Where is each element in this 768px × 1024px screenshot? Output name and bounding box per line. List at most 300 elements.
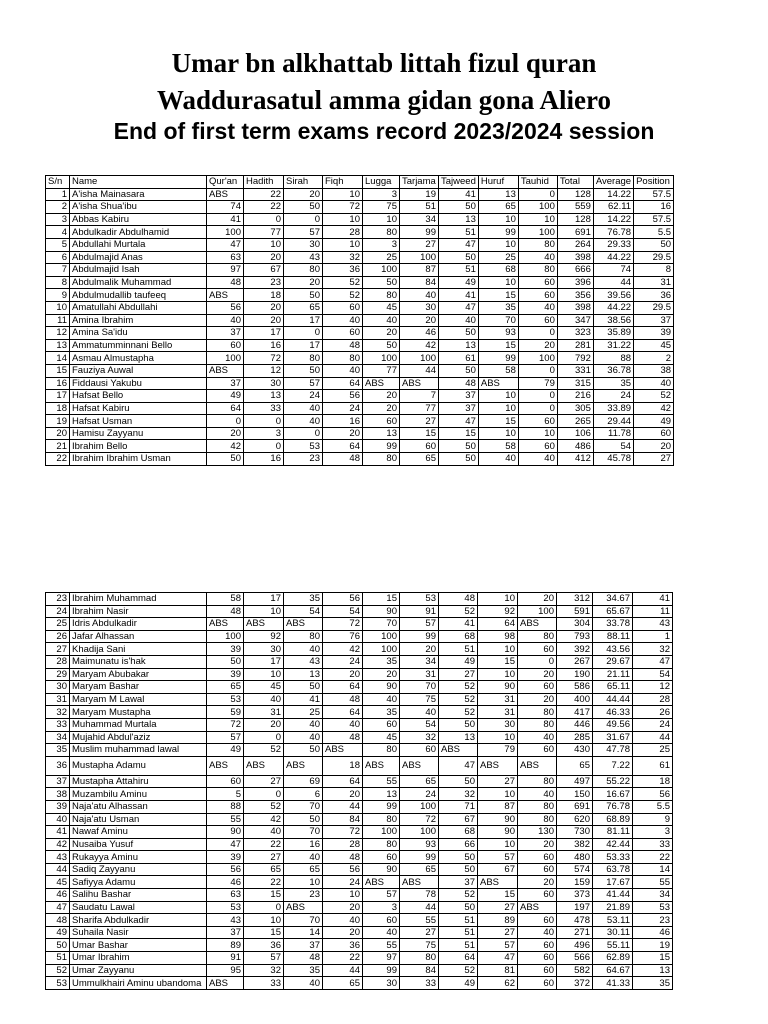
cell-total: 620: [557, 813, 593, 826]
cell-sirah: 50: [284, 681, 323, 694]
cell-sirah: ABS: [284, 756, 323, 775]
cell-hadith: ABS: [244, 618, 284, 631]
cell-lugga: 60: [363, 914, 400, 927]
cell-sn: 53: [46, 977, 70, 990]
cell-total: 271: [557, 926, 593, 939]
cell-name: Nawaf Aminu: [70, 826, 207, 839]
cell-position: 8: [634, 264, 674, 277]
cell-tarjama: 27: [400, 415, 439, 428]
cell-lugga: 13: [363, 427, 400, 440]
table-row: [46, 264, 674, 277]
cell-tauhid: 60: [518, 964, 557, 977]
cell-huruf: 98: [478, 630, 518, 643]
cell-position: 53: [633, 901, 673, 914]
cell-huruf: 99: [478, 226, 518, 239]
cell-tauhid: 60: [518, 744, 557, 757]
table-row: [46, 643, 673, 656]
cell-tauhid: ABS: [518, 901, 557, 914]
cell-tarjama: 72: [400, 813, 439, 826]
cell-tauhid: 100: [518, 201, 557, 214]
cell-lugga: 3: [363, 188, 400, 201]
cell-sn: 31: [46, 693, 70, 706]
cell-quran: 49: [207, 744, 244, 757]
table-row: [46, 276, 674, 289]
cell-position: 22: [633, 851, 673, 864]
cell-tauhid: 100: [518, 605, 557, 618]
cell-lugga: 35: [363, 706, 400, 719]
cell-hadith: 32: [244, 964, 284, 977]
cell-lugga: 70: [363, 618, 400, 631]
cell-tauhid: 60: [518, 977, 557, 990]
cell-sn: 2: [46, 201, 70, 214]
cell-total: 264: [557, 238, 593, 251]
table-row: [46, 427, 674, 440]
cell-sirah: 14: [284, 926, 323, 939]
cell-sirah: 43: [284, 251, 323, 264]
cell-sn: 44: [46, 863, 70, 876]
cell-total: 106: [557, 427, 593, 440]
table-row: [46, 914, 673, 927]
cell-sirah: ABS: [284, 618, 323, 631]
cell-huruf: 68: [478, 264, 518, 277]
cell-average: 35.89: [593, 327, 633, 340]
cell-average: 53.33: [593, 851, 633, 864]
cell-name: Maryam Abubakar: [70, 668, 207, 681]
column-header-fiqh: Fiqh: [323, 176, 363, 189]
cell-average: 47.78: [593, 744, 633, 757]
cell-sn: 19: [46, 415, 70, 428]
cell-sn: 27: [46, 643, 70, 656]
cell-average: 31.22: [593, 339, 633, 352]
cell-huruf: 47: [478, 952, 518, 965]
cell-huruf: 65: [478, 201, 518, 214]
table-row: [46, 876, 673, 889]
cell-sirah: 0: [284, 427, 323, 440]
cell-sirah: 48: [284, 952, 323, 965]
table-row: [46, 964, 673, 977]
cell-position: 16: [634, 201, 674, 214]
table-row: [46, 775, 673, 788]
cell-tajweed: 52: [439, 889, 478, 902]
cell-sirah: 53: [284, 440, 323, 453]
cell-hadith: 12: [244, 364, 284, 377]
cell-lugga: 15: [363, 593, 400, 606]
cell-huruf: 90: [478, 826, 518, 839]
cell-name: Fiddausi Yakubu: [70, 377, 207, 390]
cell-name: Hamisu Zayyanu: [70, 427, 207, 440]
cell-average: 33.78: [593, 618, 633, 631]
cell-name: Safiyya Adamu: [70, 876, 207, 889]
cell-tajweed: 51: [439, 914, 478, 927]
cell-average: 81.11: [593, 826, 633, 839]
cell-position: 28: [633, 693, 673, 706]
cell-hadith: 20: [244, 718, 284, 731]
cell-sn: 51: [46, 952, 70, 965]
cell-tajweed: 51: [439, 226, 479, 239]
cell-position: 1: [633, 630, 673, 643]
cell-quran: 42: [207, 440, 244, 453]
cell-position: 20: [634, 440, 674, 453]
cell-position: 5.5: [634, 226, 674, 239]
cell-sirah: 40: [284, 977, 323, 990]
cell-total: 412: [557, 453, 593, 466]
cell-tarjama: 24: [400, 788, 439, 801]
cell-tajweed: 61: [439, 352, 479, 365]
cell-tajweed: 48: [439, 377, 479, 390]
cell-total: 305: [557, 402, 593, 415]
cell-quran: 59: [207, 706, 244, 719]
cell-position: 12: [633, 681, 673, 694]
column-header-huruf: Huruf: [478, 176, 518, 189]
cell-hadith: 17: [244, 655, 284, 668]
cell-position: 44: [633, 731, 673, 744]
cell-hadith: 52: [244, 800, 284, 813]
cell-name: Salihu Bashar: [70, 889, 207, 902]
cell-fiqh: 84: [323, 813, 363, 826]
cell-tauhid: 80: [518, 238, 557, 251]
cell-quran: 40: [207, 314, 244, 327]
cell-tajweed: 51: [439, 643, 478, 656]
cell-lugga: ABS: [363, 876, 400, 889]
table-row: [46, 756, 673, 775]
cell-sn: 28: [46, 655, 70, 668]
cell-tajweed: 32: [439, 788, 478, 801]
cell-sirah: 69: [284, 775, 323, 788]
cell-huruf: 90: [478, 681, 518, 694]
cell-huruf: 13: [478, 188, 518, 201]
cell-sn: 40: [46, 813, 70, 826]
cell-average: 88.11: [593, 630, 633, 643]
cell-hadith: 72: [244, 352, 284, 365]
cell-sirah: 6: [284, 788, 323, 801]
cell-hadith: 10: [244, 668, 284, 681]
cell-sirah: 43: [284, 655, 323, 668]
cell-lugga: 100: [363, 352, 400, 365]
cell-lugga: 57: [363, 889, 400, 902]
cell-tauhid: 0: [518, 188, 557, 201]
cell-total: 128: [557, 188, 593, 201]
cell-tajweed: 49: [439, 276, 479, 289]
cell-tarjama: 55: [400, 914, 439, 927]
cell-average: 55.22: [593, 775, 633, 788]
cell-total: 398: [557, 301, 593, 314]
cell-average: 43.56: [593, 643, 633, 656]
table-row: [46, 251, 674, 264]
cell-hadith: 67: [244, 264, 284, 277]
cell-lugga: 20: [363, 402, 400, 415]
cell-quran: ABS: [207, 618, 244, 631]
cell-fiqh: 40: [323, 364, 363, 377]
cell-sn: 20: [46, 427, 70, 440]
cell-name: Ibrahim Muhammad: [70, 593, 207, 606]
cell-tauhid: 60: [518, 939, 557, 952]
cell-tarjama: 46: [400, 327, 439, 340]
column-header-hadith: Hadith: [244, 176, 284, 189]
cell-tajweed: 47: [439, 238, 479, 251]
cell-quran: 55: [207, 813, 244, 826]
cell-name: Mustapha Adamu: [70, 756, 207, 775]
cell-tajweed: 37: [439, 402, 479, 415]
cell-name: Ibrahim Nasir: [70, 605, 207, 618]
cell-sirah: 35: [284, 593, 323, 606]
cell-name: Ammatumminnani Bello: [70, 339, 207, 352]
cell-average: 35: [593, 377, 633, 390]
cell-fiqh: 28: [323, 226, 363, 239]
cell-position: 41: [633, 593, 673, 606]
cell-sn: 43: [46, 851, 70, 864]
cell-average: 29.33: [593, 238, 633, 251]
cell-total: 478: [557, 914, 593, 927]
cell-position: 47: [633, 655, 673, 668]
cell-tajweed: 64: [439, 952, 478, 965]
cell-tajweed: 48: [439, 593, 478, 606]
cell-name: Mujahid Abdul'aziz: [70, 731, 207, 744]
cell-lugga: 20: [363, 668, 400, 681]
table-row: [46, 390, 674, 403]
cell-tajweed: 50: [439, 251, 479, 264]
cell-position: 43: [633, 618, 673, 631]
cell-lugga: 40: [363, 926, 400, 939]
cell-position: 38: [634, 364, 674, 377]
cell-hadith: 10: [244, 605, 284, 618]
table-row: [46, 238, 674, 251]
cell-hadith: 42: [244, 813, 284, 826]
cell-sn: 3: [46, 213, 70, 226]
cell-average: 76.78: [593, 800, 633, 813]
cell-average: 42.44: [593, 838, 633, 851]
table-row: [46, 605, 673, 618]
cell-total: 304: [557, 618, 593, 631]
cell-huruf: 15: [478, 655, 518, 668]
table-row: [46, 630, 673, 643]
cell-hadith: 15: [244, 926, 284, 939]
cell-average: 30.11: [593, 926, 633, 939]
cell-position: 57.5: [634, 213, 674, 226]
cell-tarjama: 91: [400, 605, 439, 618]
cell-lugga: 80: [363, 453, 400, 466]
cell-huruf: 35: [478, 301, 518, 314]
cell-tauhid: 100: [518, 226, 557, 239]
cell-sirah: 24: [284, 390, 323, 403]
cell-position: 33: [633, 838, 673, 851]
cell-tajweed: 51: [439, 939, 478, 952]
cell-sirah: 37: [284, 939, 323, 952]
cell-hadith: 33: [244, 977, 284, 990]
cell-tarjama: 87: [400, 264, 439, 277]
cell-tajweed: 52: [439, 605, 478, 618]
cell-hadith: 77: [244, 226, 284, 239]
cell-tajweed: 68: [439, 630, 478, 643]
cell-tarjama: 30: [400, 301, 439, 314]
cell-tauhid: 10: [518, 213, 557, 226]
table-row: [46, 352, 674, 365]
cell-total: 197: [557, 901, 593, 914]
cell-total: 315: [557, 377, 593, 390]
cell-tajweed: 41: [439, 289, 479, 302]
table-row: [46, 731, 673, 744]
table-row: [46, 813, 673, 826]
cell-quran: 39: [207, 851, 244, 864]
cell-sirah: 50: [284, 744, 323, 757]
cell-fiqh: 56: [323, 390, 363, 403]
cell-huruf: 10: [478, 276, 518, 289]
cell-huruf: 10: [478, 238, 518, 251]
cell-lugga: 90: [363, 605, 400, 618]
column-header-sirah: Sirah: [284, 176, 323, 189]
cell-sirah: 40: [284, 718, 323, 731]
cell-average: 41.44: [593, 889, 633, 902]
cell-total: 331: [557, 364, 593, 377]
cell-huruf: 10: [478, 390, 518, 403]
cell-average: 44: [593, 276, 633, 289]
cell-total: 392: [557, 643, 593, 656]
cell-lugga: 50: [363, 339, 400, 352]
cell-quran: 37: [207, 377, 244, 390]
cell-sn: 17: [46, 390, 70, 403]
cell-fiqh: 48: [323, 851, 363, 864]
cell-quran: 47: [207, 838, 244, 851]
cell-lugga: 97: [363, 952, 400, 965]
cell-fiqh: 56: [323, 863, 363, 876]
cell-sirah: 54: [284, 605, 323, 618]
table-row: [46, 681, 673, 694]
cell-sirah: 17: [284, 314, 323, 327]
cell-quran: 43: [207, 914, 244, 927]
cell-fiqh: 60: [323, 301, 363, 314]
cell-fiqh: 54: [323, 605, 363, 618]
cell-name: Abbas Kabiru: [70, 213, 207, 226]
cell-tajweed: 50: [439, 453, 479, 466]
cell-tarjama: 78: [400, 889, 439, 902]
cell-hadith: 0: [244, 440, 284, 453]
cell-tauhid: 80: [518, 775, 557, 788]
cell-fiqh: 10: [323, 188, 363, 201]
cell-lugga: 3: [363, 901, 400, 914]
cell-lugga: 45: [363, 301, 400, 314]
cell-tauhid: 100: [518, 352, 557, 365]
cell-quran: 64: [207, 402, 244, 415]
cell-tarjama: 42: [400, 339, 439, 352]
table-row: [46, 201, 674, 214]
cell-tarjama: 60: [400, 440, 439, 453]
cell-sirah: 23: [284, 889, 323, 902]
cell-hadith: 10: [244, 914, 284, 927]
cell-lugga: 80: [363, 838, 400, 851]
cell-name: Asmau Almustapha: [70, 352, 207, 365]
cell-lugga: 3: [363, 238, 400, 251]
cell-tarjama: 84: [400, 276, 439, 289]
cell-tarjama: 15: [400, 427, 439, 440]
cell-position: 49: [634, 415, 674, 428]
cell-quran: 74: [207, 201, 244, 214]
cell-name: Muslim muhammad lawal: [70, 744, 207, 757]
cell-position: 35: [633, 977, 673, 990]
cell-total: 265: [557, 415, 593, 428]
cell-sn: 14: [46, 352, 70, 365]
column-header-name: Name: [70, 176, 207, 189]
cell-tauhid: 0: [518, 655, 557, 668]
cell-position: 29.5: [634, 251, 674, 264]
cell-name: Hafsat Bello: [70, 390, 207, 403]
cell-tarjama: 34: [400, 655, 439, 668]
cell-position: 13: [633, 964, 673, 977]
column-header-position: Position: [634, 176, 674, 189]
table-row: [46, 826, 673, 839]
cell-sirah: 57: [284, 377, 323, 390]
table-row: [46, 693, 673, 706]
cell-quran: ABS: [207, 188, 244, 201]
cell-quran: 50: [207, 453, 244, 466]
cell-hadith: 17: [244, 593, 284, 606]
cell-sn: 48: [46, 914, 70, 927]
cell-huruf: ABS: [478, 756, 518, 775]
cell-tarjama: 100: [400, 800, 439, 813]
cell-sn: 10: [46, 301, 70, 314]
cell-fiqh: 48: [323, 339, 363, 352]
cell-total: 566: [557, 952, 593, 965]
cell-hadith: 13: [244, 390, 284, 403]
cell-name: Abdullahi Murtala: [70, 238, 207, 251]
cell-total: 574: [557, 863, 593, 876]
cell-tauhid: 20: [518, 693, 557, 706]
cell-fiqh: 72: [323, 826, 363, 839]
cell-tarjama: 33: [400, 977, 439, 990]
table-row: [46, 863, 673, 876]
cell-tarjama: 65: [400, 453, 439, 466]
cell-tarjama: 40: [400, 289, 439, 302]
cell-sn: 24: [46, 605, 70, 618]
cell-tarjama: ABS: [400, 876, 439, 889]
cell-hadith: 10: [244, 238, 284, 251]
cell-lugga: 99: [363, 964, 400, 977]
cell-position: 19: [633, 939, 673, 952]
cell-sn: 25: [46, 618, 70, 631]
cell-tajweed: 47: [439, 301, 479, 314]
cell-sirah: 57: [284, 226, 323, 239]
table-row: [46, 402, 674, 415]
cell-average: 29.44: [593, 415, 633, 428]
cell-hadith: 92: [244, 630, 284, 643]
cell-tarjama: 77: [400, 402, 439, 415]
cell-fiqh: 60: [323, 327, 363, 340]
cell-tajweed: 27: [439, 668, 478, 681]
cell-huruf: 15: [478, 289, 518, 302]
cell-average: 44.44: [593, 693, 633, 706]
cell-tajweed: 41: [439, 618, 478, 631]
cell-tarjama: 60: [400, 744, 439, 757]
cell-sirah: 80: [284, 630, 323, 643]
cell-fiqh: 65: [323, 977, 363, 990]
cell-sn: 6: [46, 251, 70, 264]
cell-lugga: 13: [363, 788, 400, 801]
cell-tauhid: 80: [518, 706, 557, 719]
cell-total: 312: [557, 593, 593, 606]
cell-quran: 41: [207, 213, 244, 226]
cell-sn: 46: [46, 889, 70, 902]
cell-tajweed: 50: [439, 851, 478, 864]
cell-huruf: 27: [478, 926, 518, 939]
cell-name: Maryam Bashar: [70, 681, 207, 694]
cell-sirah: 0: [284, 327, 323, 340]
cell-fiqh: 64: [323, 440, 363, 453]
cell-sn: 16: [46, 377, 70, 390]
cell-lugga: ABS: [363, 377, 400, 390]
cell-sn: 45: [46, 876, 70, 889]
cell-tauhid: 80: [518, 800, 557, 813]
cell-tarjama: 51: [400, 201, 439, 214]
cell-hadith: 40: [244, 693, 284, 706]
cell-average: 88: [593, 352, 633, 365]
